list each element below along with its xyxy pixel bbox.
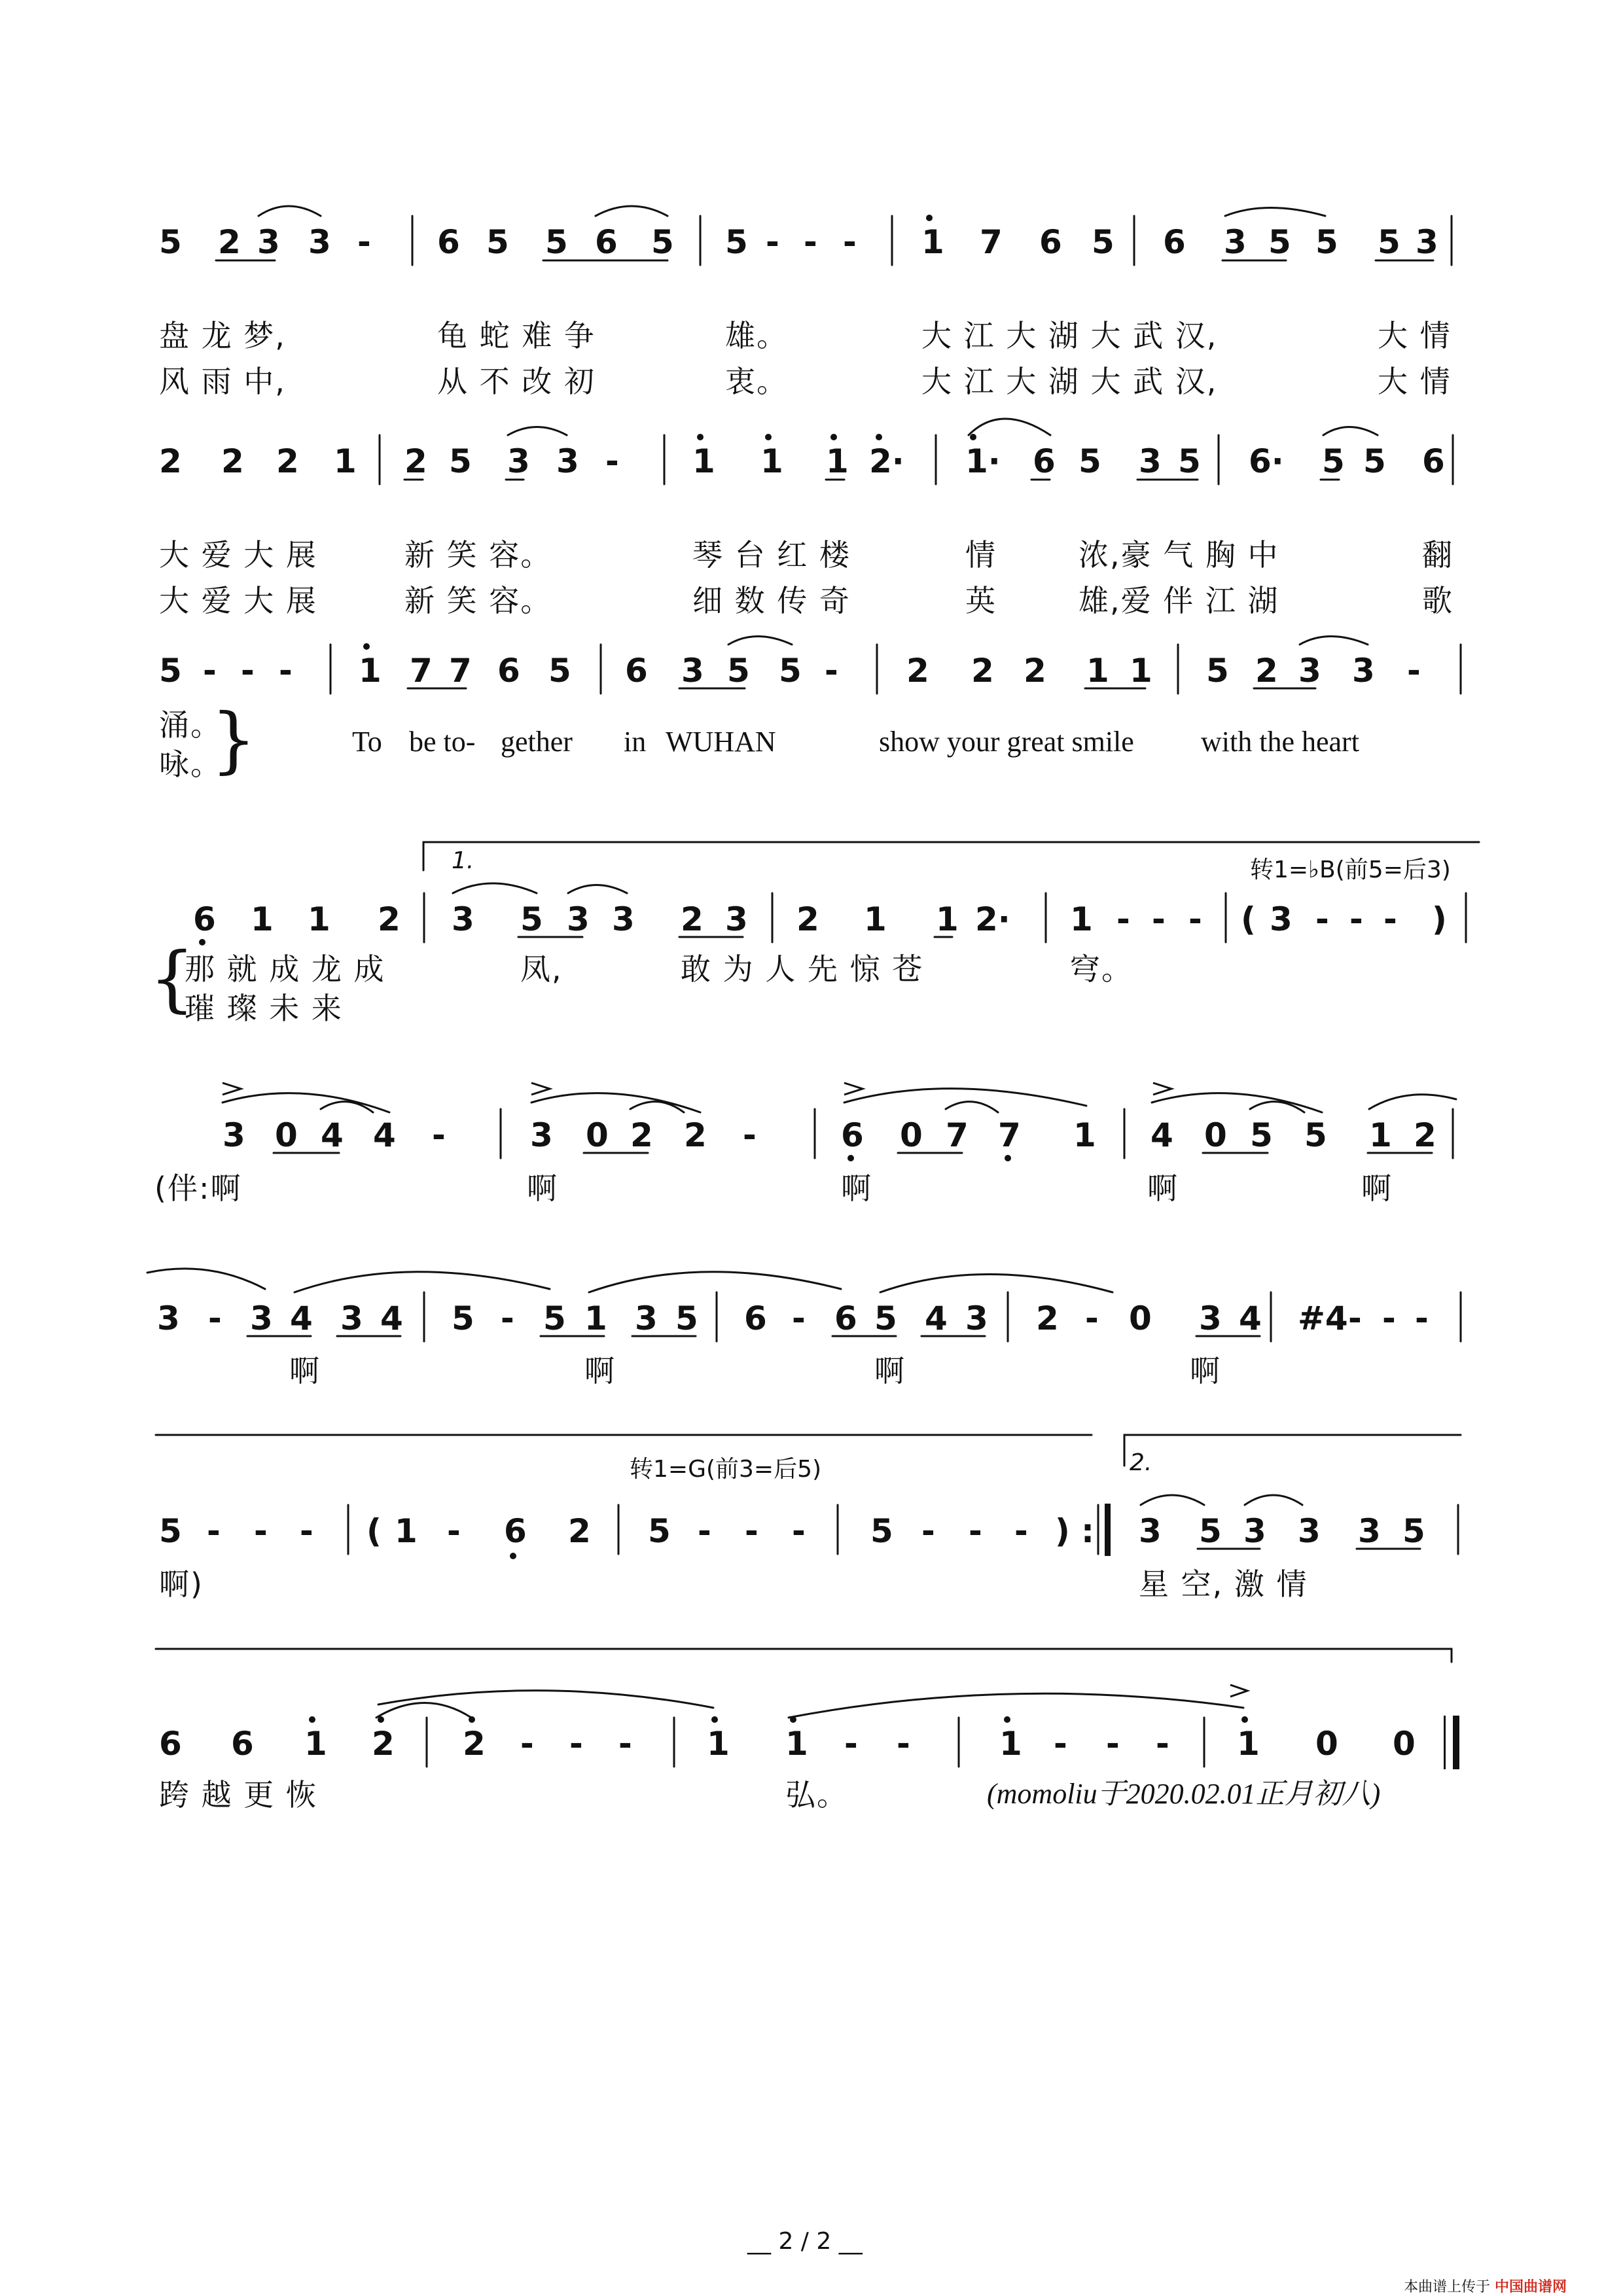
note: - xyxy=(208,1299,222,1337)
note: 3 xyxy=(257,223,280,261)
note: 1 xyxy=(584,1299,607,1337)
note: - xyxy=(766,223,779,261)
note: 3 xyxy=(1139,1512,1162,1550)
note: 2 xyxy=(971,652,994,690)
lyric-line: 那 就 成 龙 成 xyxy=(185,951,385,987)
note: 6 xyxy=(193,900,216,938)
note: - xyxy=(569,1725,583,1763)
note: 1 xyxy=(251,900,274,938)
note: 1 xyxy=(395,1512,418,1550)
lyric-line: 盘 龙 梦, xyxy=(159,318,286,353)
lyric-line: 凤, xyxy=(520,951,563,987)
note: - xyxy=(1116,900,1130,938)
ah-lyric: 啊 xyxy=(527,1171,558,1206)
lyric-line: 大 江 大 湖 大 武 汉, xyxy=(921,364,1218,399)
note: 2 xyxy=(796,900,819,938)
note: - xyxy=(804,223,817,261)
note: 2· xyxy=(975,900,1010,938)
lyric-line: 弘。 xyxy=(785,1777,848,1812)
lyric-line: 龟 蛇 难 争 xyxy=(437,318,596,353)
note: - xyxy=(1407,652,1421,690)
note: 2 xyxy=(276,442,299,480)
note: 5 xyxy=(1250,1116,1273,1154)
note: 1· xyxy=(965,442,1001,480)
note: 5 xyxy=(651,223,674,261)
note: 3 xyxy=(1139,442,1162,480)
note: 5 xyxy=(1378,223,1400,261)
lyric-line: 涌。 xyxy=(159,707,222,743)
note: 1 xyxy=(1073,1116,1096,1154)
note: - xyxy=(969,1512,982,1550)
note: 1 xyxy=(1086,652,1109,690)
note: 5 xyxy=(548,652,571,690)
note: 3 xyxy=(1199,1299,1222,1337)
english-lyric: in xyxy=(624,726,647,758)
note: 5 xyxy=(159,223,182,261)
note: - xyxy=(1152,900,1166,938)
note: 2 xyxy=(378,900,401,938)
note: 5 xyxy=(1363,442,1386,480)
note: 3 xyxy=(567,900,590,938)
volta-label: 1. xyxy=(452,847,474,874)
note: 1 xyxy=(359,652,382,690)
note: - xyxy=(1349,900,1363,938)
note: 3 xyxy=(635,1299,658,1337)
note: 7 xyxy=(980,223,1003,261)
note: 5 xyxy=(520,900,543,938)
note: 5 xyxy=(1268,223,1291,261)
page-number: __ 2 / 2 __ xyxy=(747,2228,863,2255)
ah-lyric: 啊 xyxy=(874,1353,906,1388)
lyric-line: 琴 台 红 楼 xyxy=(692,537,851,573)
note: 6 xyxy=(1039,223,1062,261)
note: - xyxy=(792,1299,806,1337)
note: ( xyxy=(1241,900,1256,938)
note: 2 xyxy=(1036,1299,1059,1337)
note: - xyxy=(1054,1725,1067,1763)
note: - xyxy=(1156,1725,1169,1763)
note: - xyxy=(1014,1512,1028,1550)
note: 6 xyxy=(497,652,520,690)
note: 3 xyxy=(1298,652,1321,690)
note: 3 xyxy=(612,900,635,938)
note: - xyxy=(1382,1299,1396,1337)
note: - xyxy=(203,652,217,690)
lyric-line: 衷。 xyxy=(725,364,788,399)
note: 5 xyxy=(486,223,509,261)
lyric-line: 大 爱 大 展 xyxy=(159,537,317,573)
note: 5 xyxy=(545,223,568,261)
note: 6 xyxy=(595,223,618,261)
note: 5 xyxy=(779,652,802,690)
note: 2· xyxy=(869,442,904,480)
lyric-line: 穹。 xyxy=(1070,951,1133,987)
note: 4 xyxy=(290,1299,313,1337)
note: 3 xyxy=(530,1116,553,1154)
lyric-line: 浓,豪 气 胸 中 xyxy=(1079,537,1279,573)
note: 4 xyxy=(1239,1299,1262,1337)
note: 1 xyxy=(1130,652,1152,690)
note: 5 xyxy=(159,1512,182,1550)
note: 1 xyxy=(826,442,849,480)
lyric-line: 啊) xyxy=(159,1566,204,1602)
note: - xyxy=(921,1512,935,1550)
note: 5 xyxy=(1199,1512,1222,1550)
note: 5 xyxy=(675,1299,698,1337)
note: 3 xyxy=(1352,652,1375,690)
note: 2 xyxy=(218,223,241,261)
note: 5 xyxy=(725,223,748,261)
lyric-line: 跨 越 更 恢 xyxy=(159,1777,317,1812)
repeat-sign: : xyxy=(1081,1512,1094,1550)
note: 2 xyxy=(630,1116,653,1154)
note: 3 xyxy=(681,652,704,690)
note: - xyxy=(501,1299,514,1337)
note: 5 xyxy=(870,1512,893,1550)
note: 1 xyxy=(864,900,887,938)
ah-lyric: 啊 xyxy=(1190,1353,1221,1388)
note: 3 xyxy=(1416,223,1438,261)
lyric-line: 雄。 xyxy=(725,318,788,353)
note: 1 xyxy=(785,1725,808,1763)
note: 5 xyxy=(874,1299,897,1337)
note: 0 xyxy=(275,1116,298,1154)
note: 6 xyxy=(1163,223,1186,261)
note: 1 xyxy=(1369,1116,1392,1154)
lyric-line: 新 笑 容。 xyxy=(404,537,552,573)
note: 7 xyxy=(449,652,472,690)
note: 1 xyxy=(1237,1725,1260,1763)
lyric-line: (伴:啊 xyxy=(154,1171,242,1206)
note: 3 xyxy=(1358,1512,1381,1550)
lyric-line: 从 不 改 初 xyxy=(437,364,596,399)
note: 2 xyxy=(684,1116,707,1154)
note: 1 xyxy=(304,1725,327,1763)
note: - xyxy=(1383,900,1397,938)
lyric-line: 新 笑 容。 xyxy=(404,583,552,618)
note: - xyxy=(605,442,619,480)
note: ( xyxy=(366,1512,382,1550)
note: - xyxy=(241,652,255,690)
note: 2 xyxy=(681,900,704,938)
note: 6 xyxy=(841,1116,864,1154)
note: 2 xyxy=(159,442,182,480)
note: - xyxy=(843,223,857,261)
page-number-value: 2 / 2 xyxy=(778,2228,832,2255)
note: 4 xyxy=(373,1116,396,1154)
note: 6 xyxy=(1033,442,1056,480)
volta-label: 2. xyxy=(1130,1449,1152,1476)
note: 5 xyxy=(1206,652,1229,690)
english-lyric: show your great smile xyxy=(879,726,1134,758)
note: 6 xyxy=(159,1725,182,1763)
note: 1 xyxy=(921,223,944,261)
note: - xyxy=(432,1116,446,1154)
note: 2 xyxy=(372,1725,395,1763)
note: 1 xyxy=(692,442,715,480)
note: 0 xyxy=(586,1116,609,1154)
modulation-label: 转1=G(前3=后5) xyxy=(630,1456,822,1483)
note: - xyxy=(447,1512,461,1550)
note: 3 xyxy=(250,1299,273,1337)
note: 4 xyxy=(380,1299,403,1337)
lyric-line: 情 xyxy=(965,537,997,573)
lyric-line: 歌 xyxy=(1422,583,1454,618)
note: - xyxy=(844,1725,858,1763)
note: 6 xyxy=(1422,442,1445,480)
english-lyric: be to- xyxy=(409,726,476,758)
note: - xyxy=(792,1512,806,1550)
note: 5 xyxy=(1178,442,1201,480)
note: 2 xyxy=(568,1512,591,1550)
note: 1 xyxy=(334,442,357,480)
english-lyric: with the heart xyxy=(1201,726,1359,758)
note: 6 xyxy=(625,652,648,690)
note: 7 xyxy=(410,652,433,690)
note: 5 xyxy=(727,652,750,690)
note: - xyxy=(1188,900,1202,938)
note: - xyxy=(1315,900,1329,938)
note: 3 xyxy=(1243,1512,1266,1550)
lyric-line: 英 xyxy=(965,583,997,618)
note: 3 xyxy=(725,900,748,938)
note: - xyxy=(357,223,371,261)
ah-lyric: 啊 xyxy=(289,1353,321,1388)
note: 3 xyxy=(223,1116,245,1154)
note: 2 xyxy=(221,442,244,480)
note: 2 xyxy=(1024,652,1046,690)
note: - xyxy=(1415,1299,1429,1337)
ah-lyric: 啊 xyxy=(1147,1171,1179,1206)
site-watermark xyxy=(1404,2276,1567,2296)
note: ) xyxy=(1432,900,1447,938)
lyric-line: 大 爱 大 展 xyxy=(159,583,317,618)
note: 2 xyxy=(906,652,929,690)
note: 5 xyxy=(648,1512,671,1550)
note: 0 xyxy=(1315,1725,1338,1763)
note: 1 xyxy=(707,1725,730,1763)
note: 6 xyxy=(231,1725,254,1763)
note: 3 xyxy=(340,1299,363,1337)
brace: { xyxy=(149,936,195,1020)
lyric-line: 咏。 xyxy=(159,747,222,782)
note: 5 xyxy=(1304,1116,1327,1154)
note: 6 xyxy=(437,223,460,261)
note: 3 xyxy=(556,442,579,480)
note: 3 xyxy=(308,223,331,261)
footer-text: 本曲谱上传于 xyxy=(1404,2279,1491,2295)
note: - xyxy=(1348,1299,1362,1337)
note: - xyxy=(300,1512,313,1550)
note: 1 xyxy=(999,1725,1022,1763)
note: 5 xyxy=(1079,442,1101,480)
note: 0 xyxy=(1204,1116,1227,1154)
note: 1 xyxy=(308,900,330,938)
note: 6· xyxy=(1249,442,1284,480)
note: - xyxy=(279,652,293,690)
brace: } xyxy=(211,698,257,781)
modulation-label: 转1=♭B(前5=后3) xyxy=(1250,857,1451,883)
note: 3 xyxy=(1224,223,1247,261)
lyric-line: 细 数 传 奇 xyxy=(692,583,851,618)
note: - xyxy=(743,1116,757,1154)
note: 3 xyxy=(157,1299,180,1337)
note: 3 xyxy=(507,442,530,480)
note: 5 xyxy=(1322,442,1345,480)
note: 5 xyxy=(159,652,182,690)
ah-lyric: 啊 xyxy=(584,1353,616,1388)
note: - xyxy=(825,652,838,690)
note: 4 xyxy=(321,1116,344,1154)
note: 1 xyxy=(760,442,783,480)
lyric-line: 雄,爱 伴 江 湖 xyxy=(1079,583,1279,618)
note: #4 xyxy=(1298,1299,1348,1337)
note: 2 xyxy=(463,1725,486,1763)
note: 5 xyxy=(1092,223,1115,261)
note: 4 xyxy=(925,1299,948,1337)
ah-lyric: 啊 xyxy=(841,1171,872,1206)
note: 2 xyxy=(404,442,427,480)
note: - xyxy=(520,1725,534,1763)
note: - xyxy=(618,1725,632,1763)
ah-lyric: 啊 xyxy=(1361,1171,1393,1206)
note: 0 xyxy=(900,1116,923,1154)
lyric-line: 星 空, 激 情 xyxy=(1139,1566,1308,1602)
note: 5 xyxy=(1402,1512,1425,1550)
note: - xyxy=(1085,1299,1099,1337)
note: 4 xyxy=(1150,1116,1173,1154)
note: 0 xyxy=(1393,1725,1416,1763)
note: 7 xyxy=(946,1116,969,1154)
note: 5 xyxy=(449,442,472,480)
note: - xyxy=(1106,1725,1120,1763)
lyric-line: 大 情 xyxy=(1378,364,1452,399)
lyric-line: 大 江 大 湖 大 武 汉, xyxy=(921,318,1218,353)
english-lyric: gether xyxy=(501,726,573,758)
note: 3 xyxy=(965,1299,988,1337)
note: - xyxy=(745,1512,758,1550)
note: 6 xyxy=(504,1512,527,1550)
lyric-line: 翻 xyxy=(1422,537,1454,573)
note: 3 xyxy=(452,900,474,938)
lyric-line: 风 雨 中, xyxy=(159,364,286,399)
english-lyric: WUHAN xyxy=(666,726,776,758)
note: 3 xyxy=(1270,900,1293,938)
note: - xyxy=(254,1512,268,1550)
note: 3 xyxy=(1298,1512,1321,1550)
note: 5 xyxy=(1315,223,1338,261)
lyric-line: 敢 为 人 先 惊 苍 xyxy=(681,951,924,987)
lyric-line: 璀 璨 未 来 xyxy=(185,991,343,1026)
note: - xyxy=(207,1512,221,1550)
note: 5 xyxy=(452,1299,474,1337)
note: 7 xyxy=(998,1116,1021,1154)
note: ) xyxy=(1055,1512,1070,1550)
lyric-line: 大 情 xyxy=(1378,318,1452,353)
note: 1 xyxy=(936,900,959,938)
english-lyric: To xyxy=(352,726,382,758)
note: 6 xyxy=(744,1299,767,1337)
note: - xyxy=(698,1512,711,1550)
note: 5 xyxy=(543,1299,566,1337)
note: 1 xyxy=(1070,900,1093,938)
composer-credit: (momoliu于2020.02.01正月初八) xyxy=(987,1778,1381,1810)
note: 2 xyxy=(1414,1116,1436,1154)
footer-logo: 中国曲谱网 xyxy=(1495,2279,1567,2295)
note: 2 xyxy=(1255,652,1278,690)
note: 6 xyxy=(834,1299,857,1337)
note: 0 xyxy=(1129,1299,1152,1337)
note: - xyxy=(897,1725,910,1763)
